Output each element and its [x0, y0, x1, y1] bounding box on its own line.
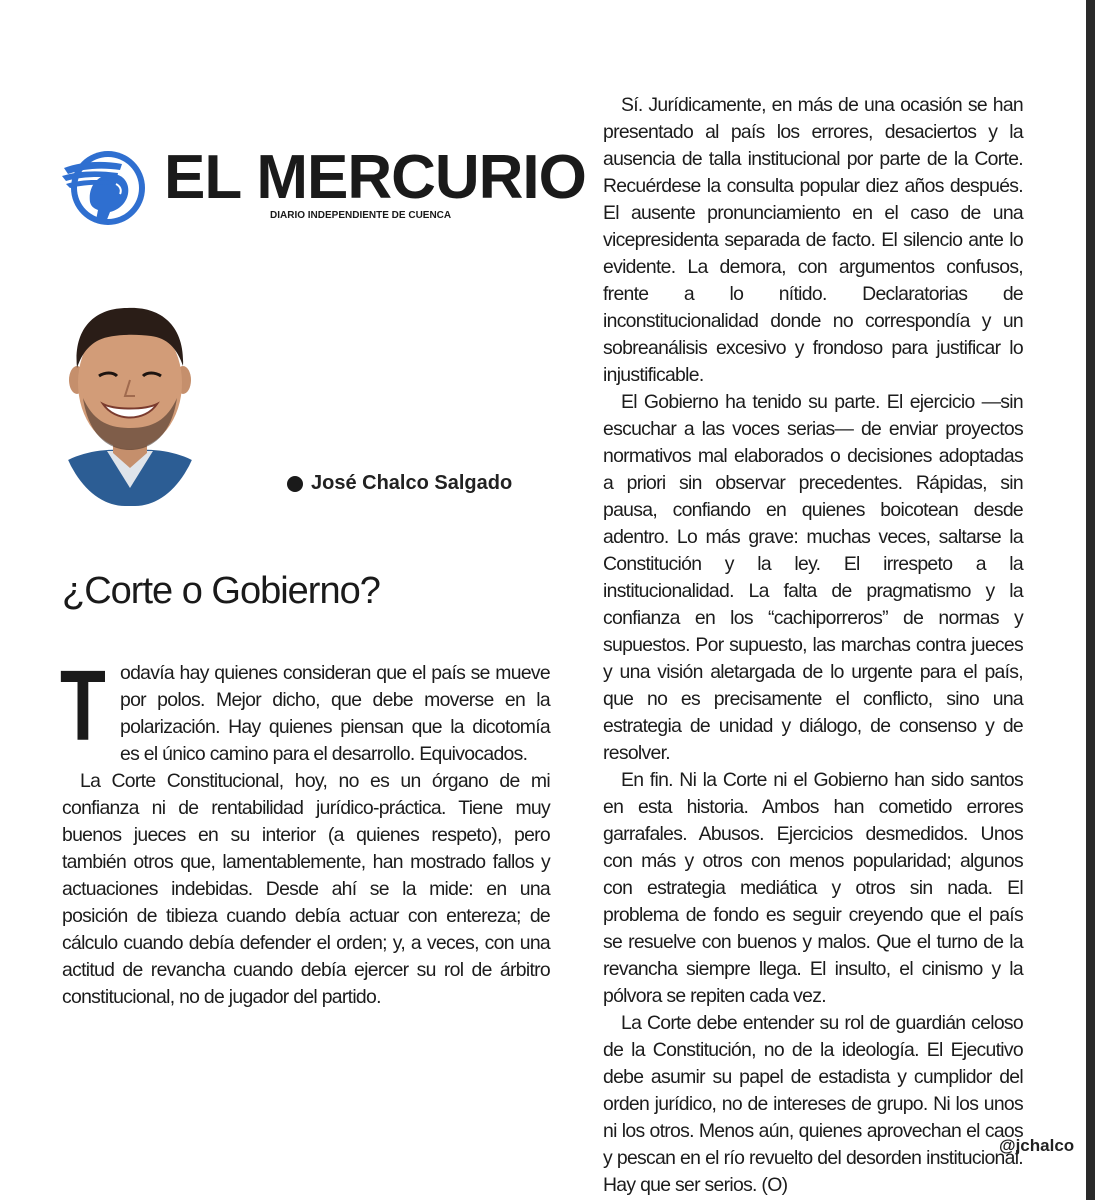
article-paragraph: La Corte debe entender su rol de guardián celoso de la Constitución, no de la ideología. El Ejecutivo debe asumir su papel de estadista y cumplidor del orden jurídico, no de intereses de grupo. Ni los unos ni los otros. Menos aún, quienes aprovechan el caos y pescan en el río revuelto del desorden institucional. Hay que ser serios. (O)	[603, 1012, 1023, 1196]
article-paragraph	[60, 650, 550, 768]
author-name: José Chalco Salgado	[311, 472, 513, 494]
byline-bullet-icon	[287, 476, 303, 492]
winged-helmet-icon	[60, 144, 160, 226]
paragraph-text: odavía hay quienes consideran que el país se mueve por polos. Mejor dicho, que debe moverse en la polarización. Hay quienes piensan que la dicotomía es el único camino para el desarrollo. Equivocados.	[120, 662, 550, 765]
article-paragraph: Sí. Jurídicamente, en más de una ocasión se han presentado al país los errores, desaciertos y la ausencia de talla institucional por parte de la Corte. Recuérdese la consulta popular diez años después. El ausente pronunciamiento en el caso de una vicepresidenta separada de facto. El silencio ante lo evidente. La demora, con argumentos confusos, frente a lo nítido. Declaratorias de inconstitucionalidad donde no correspondía y un sobreanálisis excesivo y frondoso para justificar lo injustificable.	[603, 94, 1023, 386]
brand-name: EL MERCURIO	[164, 143, 586, 212]
article-paragraph: En fin. Ni la Corte ni el Gobierno han sido santos en esta historia. Ambos han cometido errores garrafales. Abusos. Ejercicios desmedidos. Unos con más y otros con menos popularidad; algunos con estrategia mediática y otros sin nada. El problema de fondo es seguir creyendo que el país se resuelve con buenos y malos. Que el turno de la revancha siempre llega. El insulto, el cinismo y la pólvora se repiten cada vez.	[603, 769, 1023, 1007]
masthead	[60, 140, 586, 230]
page-edge	[1086, 0, 1095, 1200]
article-title: ¿Corte o Gobierno?	[62, 570, 380, 612]
brand-tagline: DIARIO INDEPENDIENTE DE CUENCA	[270, 210, 452, 221]
author-byline	[287, 472, 512, 495]
portrait-illustration	[55, 288, 205, 506]
article-column-left	[60, 650, 550, 1011]
article-paragraph: El Gobierno ha tenido su parte. El ejercicio —sin escuchar a las voces serias— de enviar proyectos normativos mal elaborados o decisiones adoptadas a priori sin observar precedentes. Rápidas, sin pausa, confiando en quienes boicotean desde adentro. Lo más grave: muchas veces, saltarse la Constitución y la ley. El irrespeto a la institucionalidad. La falta de pragmatismo y la confianza en los “cachiporreros” de normas y supuestos. Por supuesto, las marchas contra jueces y una visión aletargada de lo urgente para el país, que no es precisamente el conflicto, sino una estrategia de unidad y diálogo, de consenso y de resolver.	[603, 391, 1023, 764]
social-handle: @jchalco	[999, 1136, 1075, 1155]
dropcap-letter: T	[60, 650, 106, 762]
article-column-right	[603, 92, 1023, 1199]
article-paragraph: La Corte Constitucional, hoy, no es un órgano de mi confianza ni de rentabilidad jurídico-práctica. Tiene muy buenos jueces en su interior (a quienes respeto), pero también otros que, lamentablemente, han mostrado fallos y actuaciones indebidas. Desde ahí se la mide: en una posición de tibieza cuando debía actuar con entereza; de cálculo cuando debía defender el orden; y, a veces, con una actitud de revancha cuando debía ejercer su rol de árbitro constitucional, no de jugador del partido.	[62, 770, 550, 1008]
author-portrait	[55, 288, 205, 506]
